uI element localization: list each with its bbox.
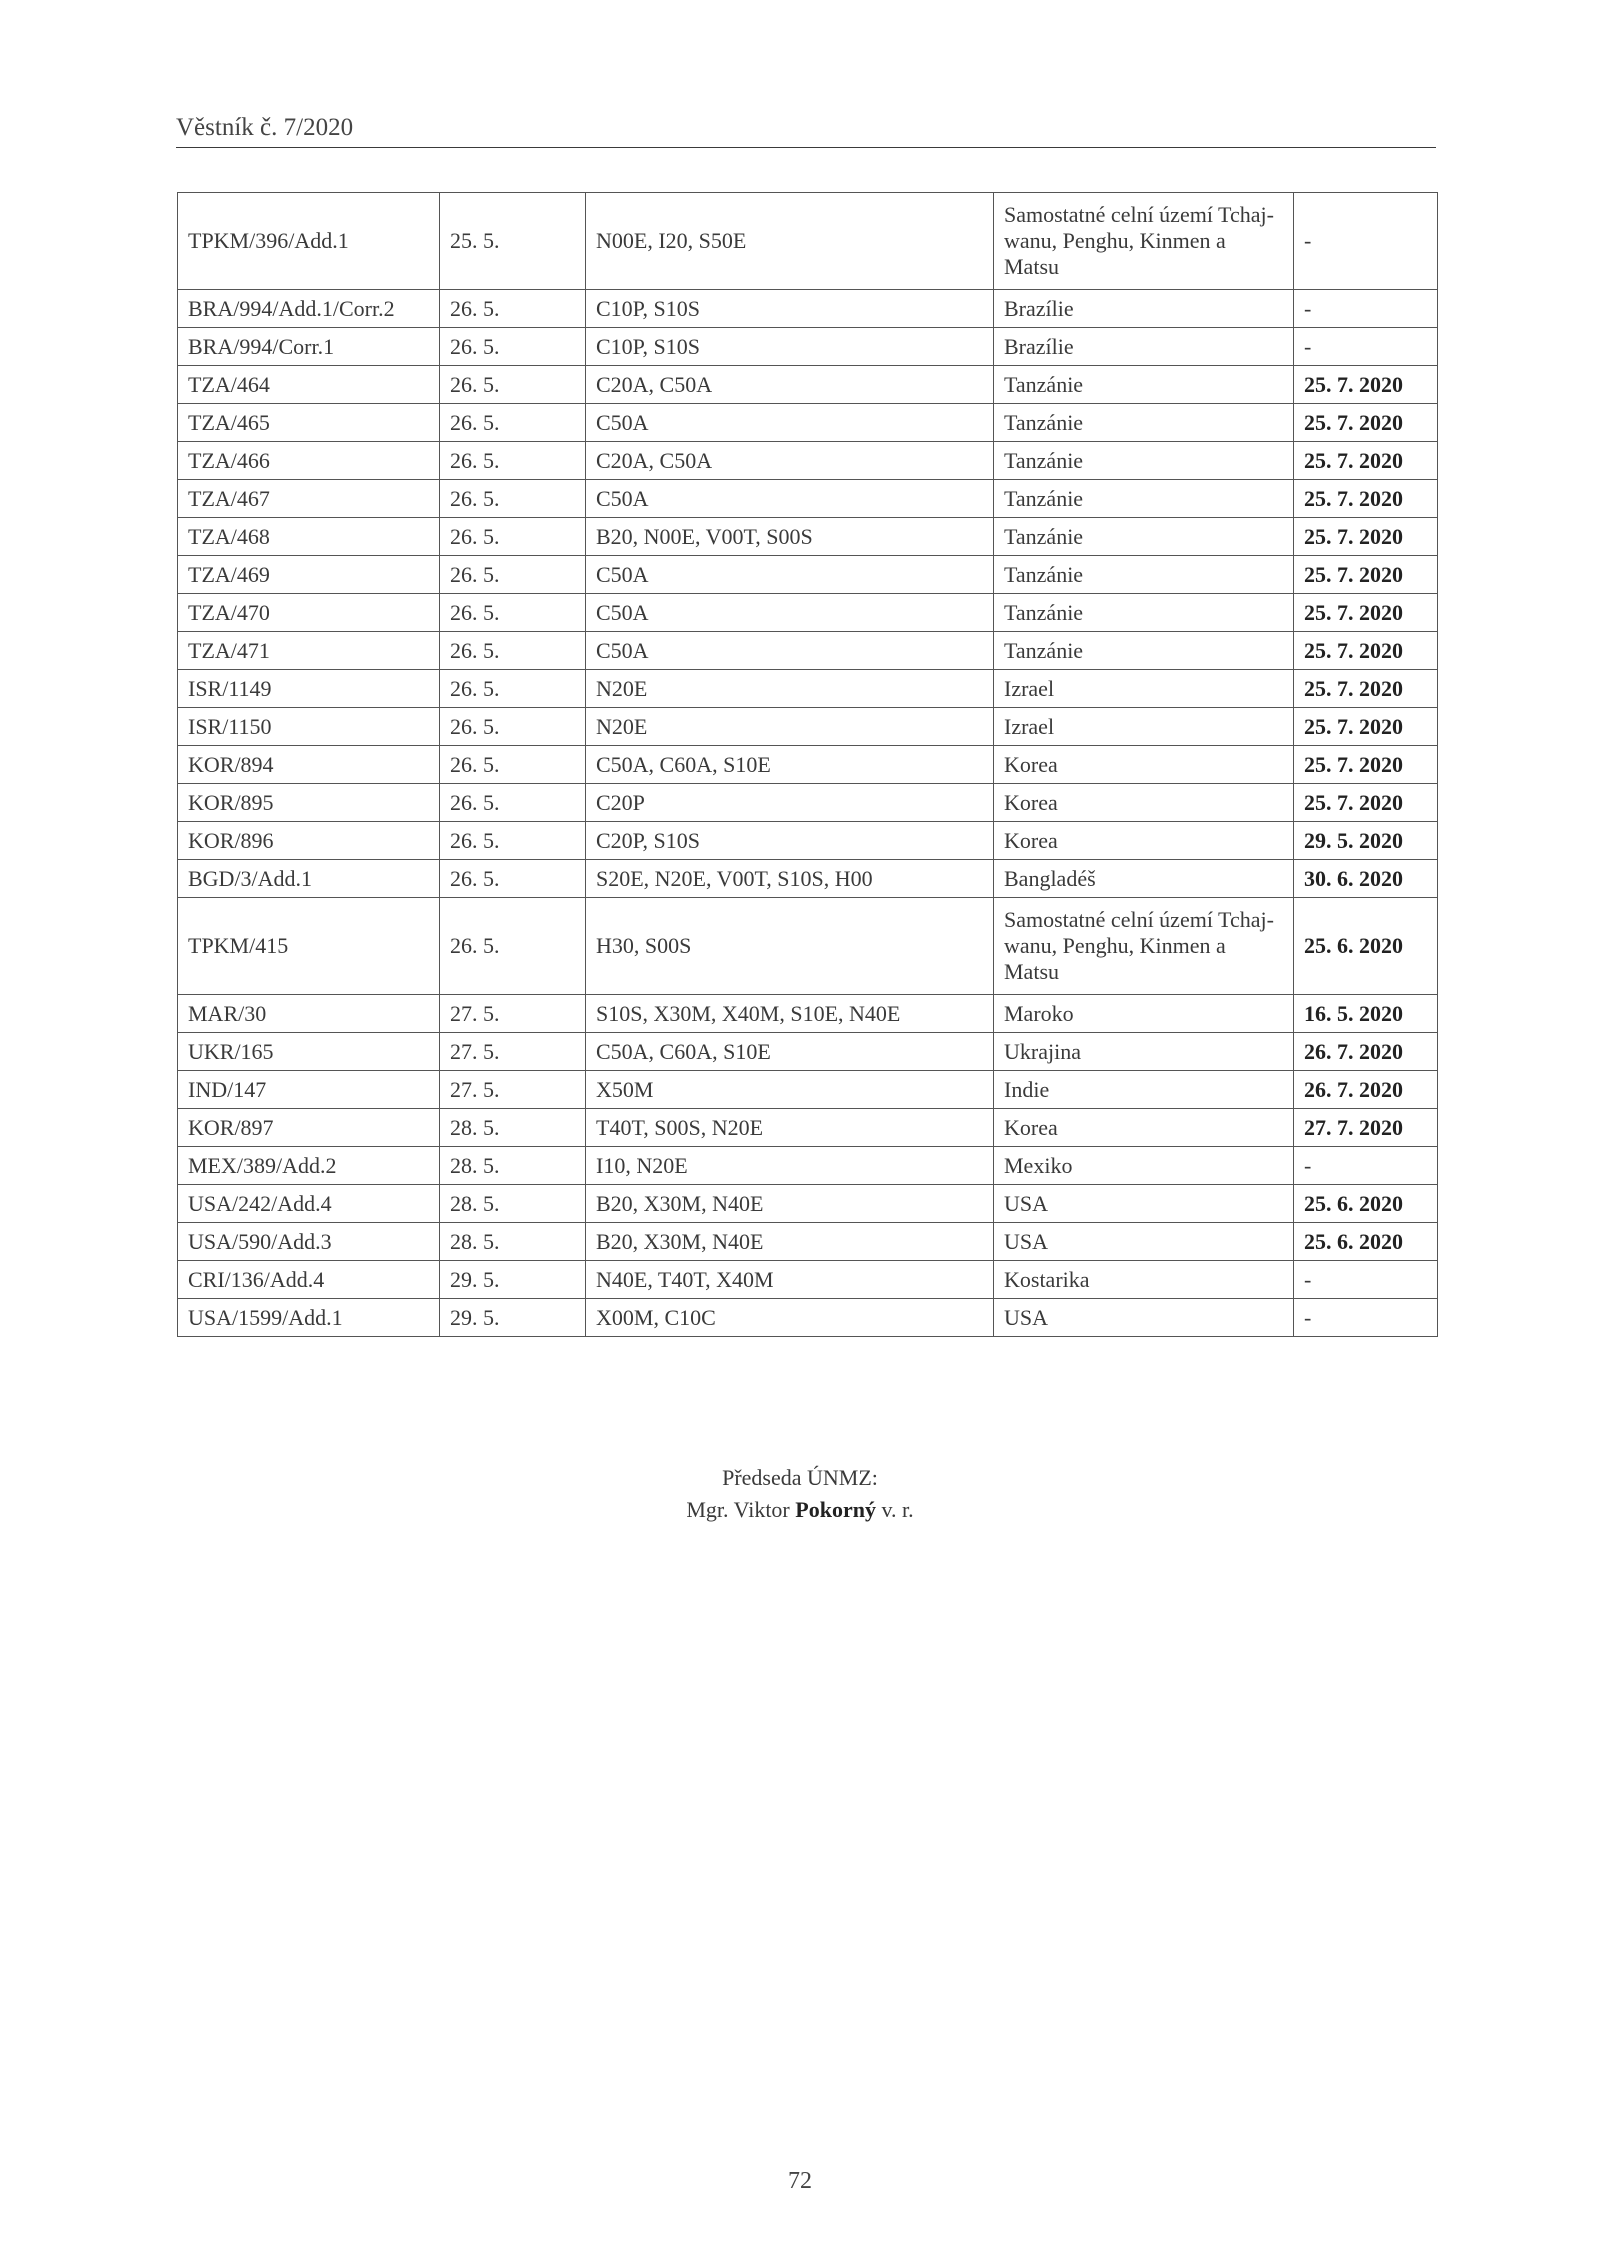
cell-symbol: ISR/1149 — [178, 670, 440, 708]
cell-date: 26. 5. — [440, 670, 586, 708]
cell-date: 29. 5. — [440, 1261, 586, 1299]
cell-date: 27. 5. — [440, 1071, 586, 1109]
cell-deadline: - — [1294, 1299, 1438, 1337]
cell-country: Brazílie — [994, 328, 1294, 366]
cell-symbol: UKR/165 — [178, 1033, 440, 1071]
notifications-table-body — [178, 193, 1438, 1337]
cell-codes: C20P, S10S — [586, 822, 994, 860]
cell-country: Indie — [994, 1071, 1294, 1109]
cell-country: Korea — [994, 1109, 1294, 1147]
cell-country: Tanzánie — [994, 632, 1294, 670]
cell-country: Tanzánie — [994, 594, 1294, 632]
cell-deadline: 25. 7. 2020 — [1294, 632, 1438, 670]
cell-symbol: KOR/896 — [178, 822, 440, 860]
cell-date: 26. 5. — [440, 746, 586, 784]
cell-deadline: 25. 6. 2020 — [1294, 1185, 1438, 1223]
signature-surname: Pokorný — [795, 1497, 876, 1522]
cell-deadline: - — [1294, 1261, 1438, 1299]
cell-country: Tanzánie — [994, 556, 1294, 594]
cell-deadline: 30. 6. 2020 — [1294, 860, 1438, 898]
table-row — [178, 480, 1438, 518]
cell-country: Samostatné celní území Tchaj-wanu, Penghu, Kinmen a Matsu — [994, 193, 1294, 290]
cell-date: 27. 5. — [440, 995, 586, 1033]
cell-country: Korea — [994, 822, 1294, 860]
cell-deadline: 25. 7. 2020 — [1294, 784, 1438, 822]
cell-symbol: BGD/3/Add.1 — [178, 860, 440, 898]
cell-country: Maroko — [994, 995, 1294, 1033]
cell-date: 27. 5. — [440, 1033, 586, 1071]
cell-country: Ukrajina — [994, 1033, 1294, 1071]
table-row — [178, 708, 1438, 746]
table-row — [178, 594, 1438, 632]
table-row — [178, 328, 1438, 366]
cell-deadline: 29. 5. 2020 — [1294, 822, 1438, 860]
cell-date: 26. 5. — [440, 366, 586, 404]
table-row — [178, 746, 1438, 784]
cell-date: 26. 5. — [440, 404, 586, 442]
cell-deadline: 25. 7. 2020 — [1294, 670, 1438, 708]
cell-country: Samostatné celní území Tchaj-wanu, Penghu, Kinmen a Matsu — [994, 898, 1294, 995]
table-row — [178, 518, 1438, 556]
cell-deadline: 25. 7. 2020 — [1294, 480, 1438, 518]
cell-deadline: 25. 7. 2020 — [1294, 442, 1438, 480]
cell-country: Korea — [994, 784, 1294, 822]
table-row — [178, 632, 1438, 670]
cell-date: 26. 5. — [440, 860, 586, 898]
table-row — [178, 1299, 1438, 1337]
cell-country: Tanzánie — [994, 518, 1294, 556]
cell-symbol: TZA/469 — [178, 556, 440, 594]
cell-country: Tanzánie — [994, 404, 1294, 442]
cell-codes: T40T, S00S, N20E — [586, 1109, 994, 1147]
cell-codes: C10P, S10S — [586, 290, 994, 328]
cell-deadline: 26. 7. 2020 — [1294, 1033, 1438, 1071]
cell-country: Tanzánie — [994, 442, 1294, 480]
cell-deadline: 25. 6. 2020 — [1294, 898, 1438, 995]
cell-symbol: CRI/136/Add.4 — [178, 1261, 440, 1299]
cell-date: 26. 5. — [440, 708, 586, 746]
cell-codes: B20, N00E, V00T, S00S — [586, 518, 994, 556]
cell-date: 28. 5. — [440, 1185, 586, 1223]
cell-country: Mexiko — [994, 1147, 1294, 1185]
cell-symbol: KOR/895 — [178, 784, 440, 822]
cell-symbol: TZA/470 — [178, 594, 440, 632]
cell-symbol: TZA/466 — [178, 442, 440, 480]
cell-codes: C50A — [586, 556, 994, 594]
cell-date: 26. 5. — [440, 328, 586, 366]
cell-country: Izrael — [994, 708, 1294, 746]
signature-role: Předseda ÚNMZ: — [722, 1465, 878, 1490]
table-row — [178, 1261, 1438, 1299]
page-number: 72 — [788, 2168, 812, 2194]
table-row — [178, 366, 1438, 404]
table-row — [178, 1223, 1438, 1261]
cell-codes: B20, X30M, N40E — [586, 1223, 994, 1261]
cell-deadline: - — [1294, 328, 1438, 366]
notifications-table — [177, 192, 1438, 1337]
cell-country: USA — [994, 1185, 1294, 1223]
cell-symbol: IND/147 — [178, 1071, 440, 1109]
cell-deadline: 25. 7. 2020 — [1294, 366, 1438, 404]
cell-codes: I10, N20E — [586, 1147, 994, 1185]
cell-date: 26. 5. — [440, 784, 586, 822]
cell-symbol: MEX/389/Add.2 — [178, 1147, 440, 1185]
cell-symbol: MAR/30 — [178, 995, 440, 1033]
cell-codes: C50A — [586, 480, 994, 518]
cell-codes: N20E — [586, 708, 994, 746]
cell-country: Izrael — [994, 670, 1294, 708]
table-row — [178, 898, 1438, 995]
table-row — [178, 1109, 1438, 1147]
cell-symbol: KOR/894 — [178, 746, 440, 784]
cell-symbol: BRA/994/Corr.1 — [178, 328, 440, 366]
cell-codes: C20A, C50A — [586, 366, 994, 404]
cell-deadline: 25. 7. 2020 — [1294, 594, 1438, 632]
cell-deadline: 25. 7. 2020 — [1294, 708, 1438, 746]
table-row — [178, 442, 1438, 480]
cell-date: 26. 5. — [440, 822, 586, 860]
signature-name — [0, 1494, 1600, 1526]
cell-date: 28. 5. — [440, 1147, 586, 1185]
cell-date: 28. 5. — [440, 1109, 586, 1147]
signature-name-prefix: Mgr. Viktor — [686, 1497, 796, 1522]
cell-symbol: ISR/1150 — [178, 708, 440, 746]
cell-date: 26. 5. — [440, 480, 586, 518]
cell-symbol: BRA/994/Add.1/Corr.2 — [178, 290, 440, 328]
table-row — [178, 1071, 1438, 1109]
table-row — [178, 784, 1438, 822]
cell-codes: C50A, C60A, S10E — [586, 746, 994, 784]
cell-deadline: 25. 7. 2020 — [1294, 518, 1438, 556]
table-row — [178, 1147, 1438, 1185]
cell-deadline: 16. 5. 2020 — [1294, 995, 1438, 1033]
cell-codes: N40E, T40T, X40M — [586, 1261, 994, 1299]
table-row — [178, 556, 1438, 594]
table-row — [178, 860, 1438, 898]
cell-deadline: 25. 7. 2020 — [1294, 404, 1438, 442]
cell-symbol: TPKM/396/Add.1 — [178, 193, 440, 290]
cell-date: 26. 5. — [440, 632, 586, 670]
cell-symbol: USA/242/Add.4 — [178, 1185, 440, 1223]
cell-date: 26. 5. — [440, 594, 586, 632]
cell-symbol: TZA/467 — [178, 480, 440, 518]
cell-codes: S20E, N20E, V00T, S10S, H00 — [586, 860, 994, 898]
cell-codes: C50A — [586, 632, 994, 670]
cell-country: Brazílie — [994, 290, 1294, 328]
cell-symbol: USA/1599/Add.1 — [178, 1299, 440, 1337]
cell-date: 26. 5. — [440, 898, 586, 995]
cell-codes: X50M — [586, 1071, 994, 1109]
cell-country: USA — [994, 1223, 1294, 1261]
table-row — [178, 193, 1438, 290]
cell-symbol: TZA/471 — [178, 632, 440, 670]
cell-codes: B20, X30M, N40E — [586, 1185, 994, 1223]
cell-symbol: TZA/465 — [178, 404, 440, 442]
cell-codes: C50A, C60A, S10E — [586, 1033, 994, 1071]
cell-symbol: TZA/464 — [178, 366, 440, 404]
cell-country: Bangladéš — [994, 860, 1294, 898]
cell-codes: C20A, C50A — [586, 442, 994, 480]
cell-country: USA — [994, 1299, 1294, 1337]
cell-codes: H30, S00S — [586, 898, 994, 995]
table-row — [178, 822, 1438, 860]
cell-deadline: - — [1294, 1147, 1438, 1185]
signature-name-suffix: v. r. — [875, 1497, 914, 1522]
cell-symbol: TZA/468 — [178, 518, 440, 556]
table-row — [178, 404, 1438, 442]
bulletin-title: Věstník č. 7/2020 — [176, 114, 354, 141]
cell-date: 25. 5. — [440, 193, 586, 290]
cell-date: 26. 5. — [440, 442, 586, 480]
cell-date: 28. 5. — [440, 1223, 586, 1261]
cell-deadline: - — [1294, 290, 1438, 328]
cell-deadline: 27. 7. 2020 — [1294, 1109, 1438, 1147]
cell-deadline: 26. 7. 2020 — [1294, 1071, 1438, 1109]
cell-deadline: 25. 7. 2020 — [1294, 556, 1438, 594]
cell-date: 29. 5. — [440, 1299, 586, 1337]
cell-symbol: TPKM/415 — [178, 898, 440, 995]
signature-block — [0, 1462, 1600, 1526]
cell-codes: C50A — [586, 404, 994, 442]
table-row — [178, 670, 1438, 708]
table-row — [178, 1033, 1438, 1071]
table-row — [178, 290, 1438, 328]
cell-country: Tanzánie — [994, 480, 1294, 518]
page-header — [176, 112, 1436, 148]
cell-deadline: - — [1294, 193, 1438, 290]
cell-codes: C20P — [586, 784, 994, 822]
cell-symbol: KOR/897 — [178, 1109, 440, 1147]
cell-deadline: 25. 7. 2020 — [1294, 746, 1438, 784]
cell-country: Korea — [994, 746, 1294, 784]
cell-codes: S10S, X30M, X40M, S10E, N40E — [586, 995, 994, 1033]
cell-codes: X00M, C10C — [586, 1299, 994, 1337]
cell-country: Kostarika — [994, 1261, 1294, 1299]
table-row — [178, 995, 1438, 1033]
cell-country: Tanzánie — [994, 366, 1294, 404]
table-row — [178, 1185, 1438, 1223]
cell-deadline: 25. 6. 2020 — [1294, 1223, 1438, 1261]
cell-codes: C10P, S10S — [586, 328, 994, 366]
cell-date: 26. 5. — [440, 290, 586, 328]
cell-codes: N20E — [586, 670, 994, 708]
cell-date: 26. 5. — [440, 556, 586, 594]
cell-symbol: USA/590/Add.3 — [178, 1223, 440, 1261]
cell-codes: N00E, I20, S50E — [586, 193, 994, 290]
cell-date: 26. 5. — [440, 518, 586, 556]
cell-codes: C50A — [586, 594, 994, 632]
